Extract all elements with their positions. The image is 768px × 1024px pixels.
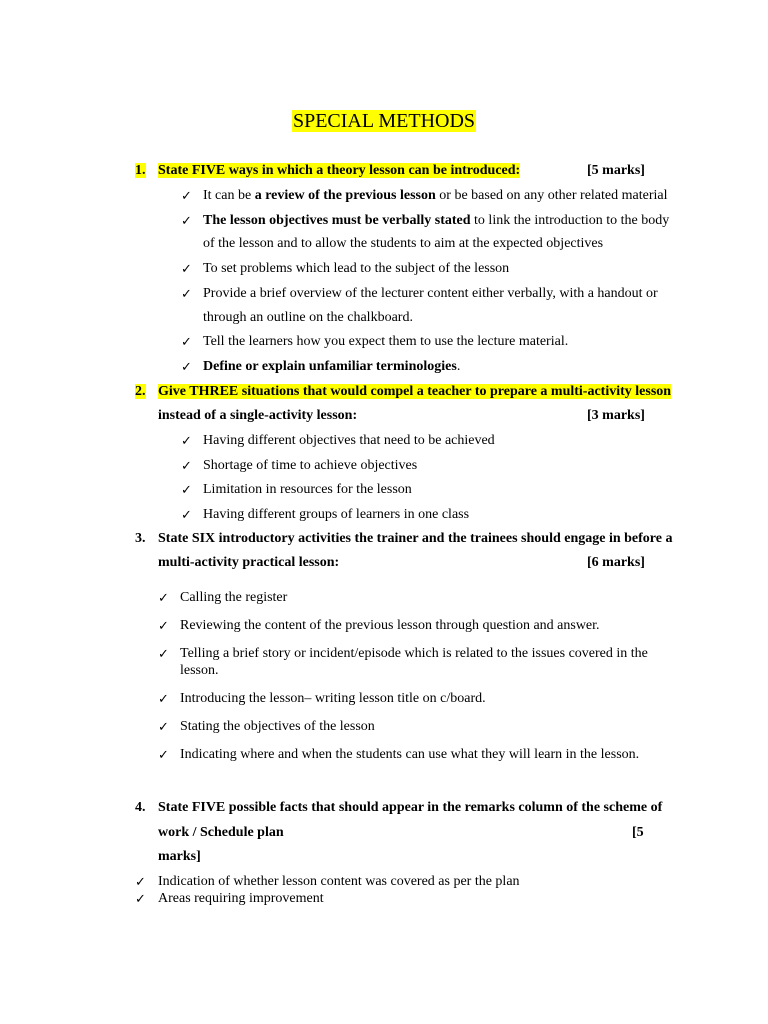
- question-3-marks: [6 marks]: [587, 555, 645, 570]
- check-icon: ✓: [158, 618, 169, 633]
- question-4-text: State FIVE possible facts that should appear in the remarks column of the scheme of: [158, 800, 663, 815]
- question-2-text: Give THREE situations that would compel a teacher to prepare a multi-activity lesson: [158, 384, 672, 399]
- question-4-number: 4.: [135, 800, 146, 815]
- q3-item-6: Indicating where and when the students can use what they will learn in the lesson.: [180, 747, 640, 762]
- check-icon: ✓: [181, 507, 192, 522]
- question-1-text: State FIVE ways in which a theory lesson can be introduced:: [158, 163, 521, 178]
- q1-item-1: It can be a review of the previous lesson or be based on any other related material: [203, 188, 668, 203]
- q3-item-2: Reviewing the content of the previous lesson through question and answer.: [180, 618, 600, 633]
- check-icon: ✓: [181, 334, 192, 349]
- q1-item-5: Tell the learners how you expect them to use the lecture material.: [203, 334, 569, 349]
- q3-item-3-cont: lesson.: [180, 663, 219, 678]
- check-icon: ✓: [158, 691, 169, 706]
- question-4-marks-cont: marks]: [158, 849, 201, 864]
- check-icon: ✓: [181, 359, 192, 374]
- question-2-marks: [3 marks]: [587, 408, 645, 423]
- question-2-text-cont: instead of a single-activity lesson:: [158, 408, 358, 423]
- q3-item-4: Introducing the lesson– writing lesson title on c/board.: [180, 691, 486, 706]
- check-icon: ✓: [181, 286, 192, 301]
- q1-item-2-cont: of the lesson and to allow the students to aim at the expected objectives: [203, 236, 604, 251]
- q2-item-4: Having different groups of learners in one class: [203, 507, 470, 522]
- question-3-text-cont: multi-activity practical lesson:: [158, 555, 340, 570]
- question-3-text: State SIX introductory activities the trainer and the trainees should engage in before a: [158, 531, 673, 546]
- q2-item-2: Shortage of time to achieve objectives: [203, 458, 418, 473]
- check-icon: ✓: [181, 458, 192, 473]
- question-2-number: 2.: [135, 384, 146, 399]
- q1-item-4: Provide a brief overview of the lecturer content either verbally, with a handout or: [203, 286, 658, 301]
- q3-item-1: Calling the register: [180, 590, 288, 605]
- check-icon: ✓: [158, 646, 169, 661]
- check-icon: ✓: [158, 747, 169, 762]
- q2-item-1: Having different objectives that need to be achieved: [203, 433, 495, 448]
- check-icon: ✓: [158, 590, 169, 605]
- q4-item-2: Areas requiring improvement: [158, 891, 324, 906]
- q3-item-3: Telling a brief story or incident/episode which is related to the issues covered in the: [180, 646, 648, 661]
- question-1-marks: [5 marks]: [587, 163, 645, 178]
- q1-item-2: The lesson objectives must be verbally stated to link the introduction to the body: [203, 213, 670, 228]
- q2-item-3: Limitation in resources for the lesson: [203, 482, 412, 497]
- q3-item-5: Stating the objectives of the lesson: [180, 719, 375, 734]
- check-icon: ✓: [181, 482, 192, 497]
- q1-item-4-cont: through an outline on the chalkboard.: [203, 310, 413, 325]
- question-1-number: 1.: [135, 163, 146, 178]
- question-4-marks: [5: [632, 825, 644, 840]
- check-icon: ✓: [135, 891, 146, 906]
- check-icon: ✓: [181, 433, 192, 448]
- check-icon: ✓: [181, 188, 192, 203]
- q4-item-1: Indication of whether lesson content was covered as per the plan: [158, 874, 520, 889]
- question-3-number: 3.: [135, 531, 146, 546]
- check-icon: ✓: [181, 261, 192, 276]
- check-icon: ✓: [158, 719, 169, 734]
- q1-item-3: To set problems which lead to the subject of the lesson: [203, 261, 510, 276]
- q1-item-6: Define or explain unfamiliar terminologies.: [203, 359, 461, 374]
- page-title: SPECIAL METHODS: [292, 110, 476, 132]
- check-icon: ✓: [135, 874, 146, 889]
- check-icon: ✓: [181, 213, 192, 228]
- question-4-text-cont: work / Schedule plan: [158, 825, 284, 840]
